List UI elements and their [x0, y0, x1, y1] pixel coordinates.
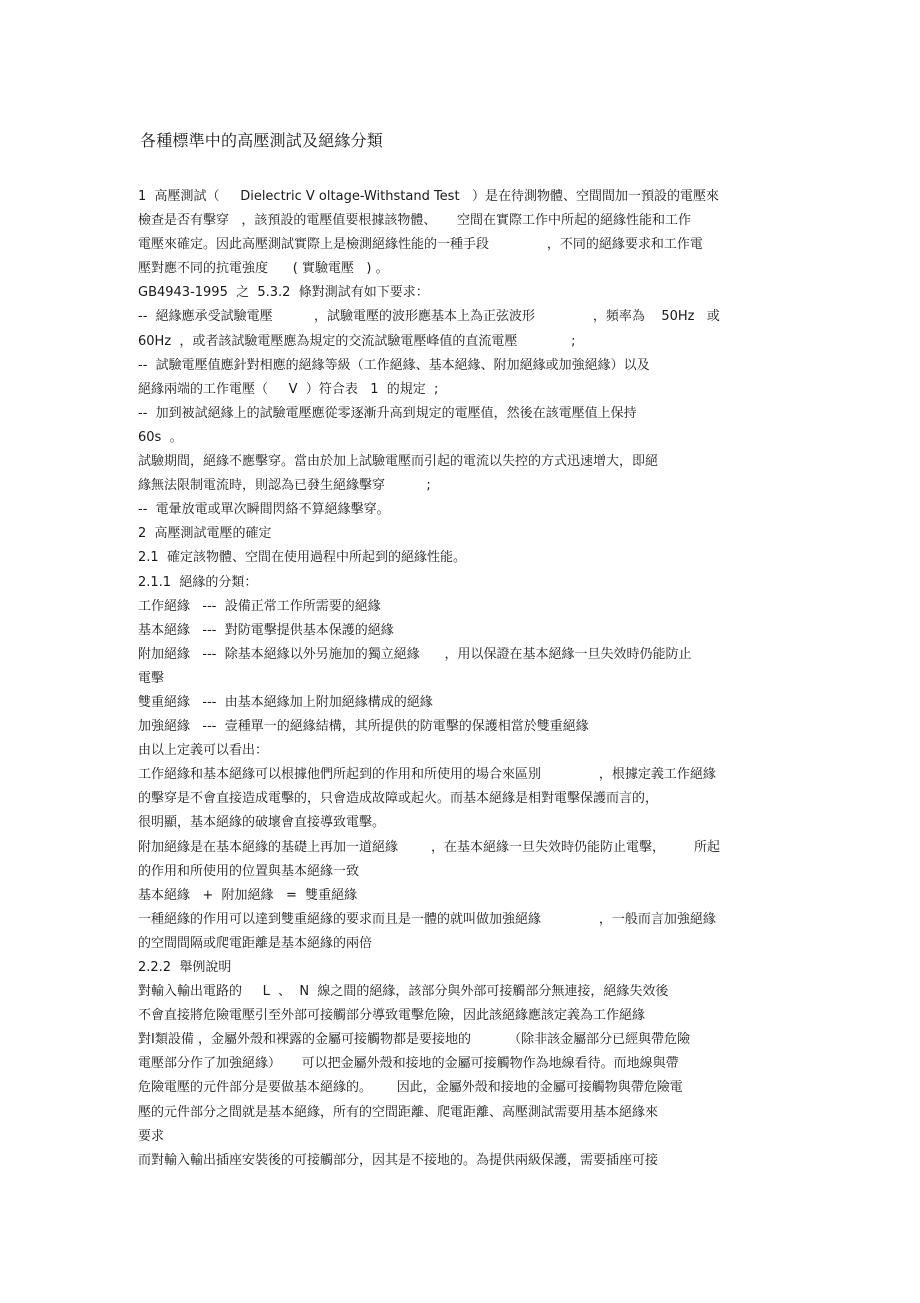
body-text-line: 緣無法限制電流時，則認為已發生絕緣擊穿 ; — [138, 478, 431, 494]
body-text-line: 附加絕緣 --- 除基本絕緣以外另施加的獨立絕緣 ，用以保證在基本絕緣一旦失效時仍能防止 — [138, 646, 692, 662]
body-text-line: -- 絕緣應承受試驗電壓 ，試驗電壓的波形應基本上為正弦波形 ，頻率為 50Hz 或 — [138, 309, 720, 325]
body-text-line: 工作絕緣和基本絕緣可以根據他們所起到的作用和所使用的場合來區別 ，根據定義工作絕緣 — [138, 767, 716, 783]
body-text-line: 對Ⅰ類設備 ，金屬外殼和裸露的金屬可接觸物都是要接地的 （除非該金屬部分已經與帶危險 — [138, 1032, 691, 1048]
body-text-line: -- 試驗電壓值應針對相應的絕緣等級（工作絕緣、基本絕緣、附加絕緣或加強絕緣）以及 — [138, 357, 650, 373]
document-body — [138, 185, 788, 1173]
body-text-line: 1 高壓測試（ Dielectric V oltage-Withstand Test ）是在待測物體、空間間加一預設的電壓來 — [138, 189, 719, 204]
body-text-line: 2.1.1 絕緣的分類： — [138, 574, 258, 590]
body-text-line: 2 高壓測試電壓的確定 — [138, 526, 272, 542]
body-text-line: 加強絕緣 --- 壹種單一的絕緣結構，其所提供的防電擊的保護相當於雙重絕緣 — [138, 719, 589, 735]
body-text-line: 絕緣兩端的工作電壓（ V ）符合表 1 的規定 ; — [138, 381, 439, 397]
body-text-line: 電壓來確定。因此高壓測試實際上是檢測絕緣性能的一種手段 ，不同的絕緣要求和工作電 — [138, 237, 703, 253]
body-text-line: 的作用和所使用的位置與基本絕緣一致 — [138, 863, 360, 879]
page-title: 各種標準中的高壓測試及絕緣分類 — [140, 131, 384, 150]
body-text-line: 基本絕緣 + 附加絕緣 = 雙重絕緣 — [138, 887, 358, 903]
body-text-line: 附加絕緣是在基本絕緣的基礎上再加一道絕緣 ，在基本絕緣一旦失效時仍能防止電擊， 所起 — [138, 839, 720, 855]
body-text-line: 的擊穿是不會直接造成電擊的，只會造成故障或起火。而基本絕緣是相對電擊保護而言的， — [138, 791, 659, 807]
body-text-line: 試驗期間，絕緣不應擊穿。當由於加上試驗電壓而引起的電流以失控的方式迅速增大，即絕 — [138, 454, 659, 470]
body-text-line: 對輸入輸出電路的 L 、 N 線之間的絕緣，該部分與外部可接觸部分無連接，絕緣失效後 — [138, 984, 669, 1000]
body-text-line: 電擊 — [138, 670, 165, 686]
body-text-line: 雙重絕緣 --- 由基本絕緣加上附加絕緣構成的絕緣 — [138, 694, 433, 710]
body-text-line: 很明顯，基本絕緣的破壞會直接導致電擊。 — [138, 815, 386, 831]
body-text-line: 60Hz ，或者該試驗電壓應為規定的交流試驗電壓峰值的直流電壓 ; — [138, 333, 576, 349]
body-text-line: 由以上定義可以看出： — [138, 743, 269, 759]
body-text-line: 壓的元件部分之間就是基本絕緣，所有的空間距離、爬電距離、高壓測試需要用基本絕緣來 — [138, 1104, 659, 1120]
body-text-line: 2.2.2 舉例說明 — [138, 960, 232, 975]
body-text-line: 危險電壓的元件部分是要做基本絕緣的。 因此，金屬外殼和接地的金屬可接觸物與帶危險電 — [138, 1080, 683, 1096]
body-text-line: 要求 — [138, 1128, 165, 1144]
body-text-line: 一種絕緣的作用可以達到雙重絕緣的要求而且是一體的就叫做加強絕緣 ，一般而言加強絕緣 — [138, 911, 716, 927]
body-text-line: 60s 。 — [138, 429, 183, 445]
body-text-line: 工作絕緣 --- 設備正常工作所需要的絕緣 — [138, 598, 381, 614]
body-text-line: GB4943-1995 之 5.3.2 條對測試有如下要求： — [138, 285, 429, 301]
body-text-line: -- 電暈放電或單次瞬間閃絡不算絕緣擊穿。 — [138, 502, 390, 518]
body-text-line: 基本絕緣 --- 對防電擊提供基本保護的絕緣 — [138, 622, 394, 638]
body-text-line: 而對輸入輸出插座安裝後的可接觸部分，因其是不接地的。為提供兩級保護，需要插座可接 — [138, 1152, 659, 1168]
body-text-line: 不會直接將危險電壓引至外部可接觸部分導致電擊危險，因此該絕緣應該定義為工作絕緣 — [138, 1008, 646, 1024]
body-text-line: -- 加到被試絕緣上的試驗電壓應從零逐漸升高到規定的電壓值，然後在該電壓值上保持 — [138, 405, 637, 421]
body-text-line: 檢查是否有擊穿 ，該預設的電壓值要根據該物體、 空間在實際工作中所起的絕緣性能和工作 — [138, 213, 692, 229]
body-text-line: 的空間間隔或爬電距離是基本絕緣的兩倍 — [138, 935, 373, 951]
body-text-line: 壓對應不同的抗電強度 ( 實驗電壓 ) 。 — [138, 261, 389, 277]
body-text-line: 電壓部分作了加強絕緣） 可以把金屬外殼和接地的金屬可接觸物作為地線看待。而地線與帶 — [138, 1056, 679, 1072]
body-text-line: 2.1 確定該物體、空間在使用過程中所起到的絕緣性能。 — [138, 550, 466, 566]
